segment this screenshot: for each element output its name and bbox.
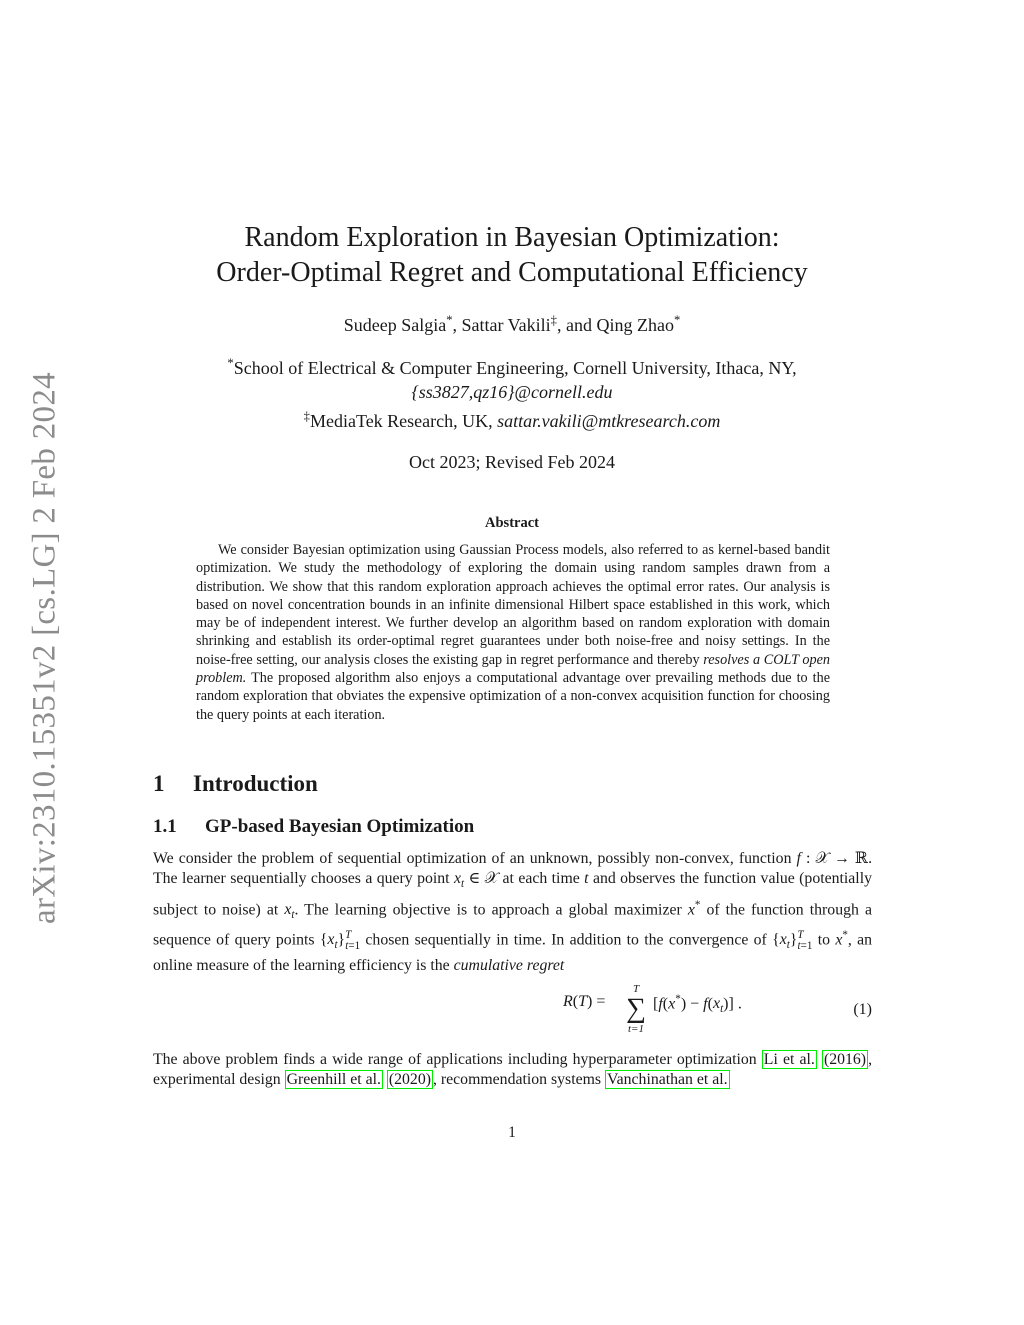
author-2: Sattar Vakili [461, 315, 551, 335]
regret-term: cumulative regret [453, 956, 565, 974]
arxiv-identifier: arXiv:2310.15351v2 [cs.LG] 2 Feb 2024 [26, 372, 63, 924]
applications-paragraph: The above problem finds a wide range of applications including hyperparameter optimization Li et al. (2016) , experimental design Greenhill et al. (2020) , recommendation systems Vanchinathan et al. [153, 1051, 873, 1089]
affiliation-mediatek: MediaTek Research, UK, [309, 411, 493, 431]
mediatek-email: sattar.vakili@mtkresearch.com [497, 411, 721, 431]
title-line-2: Order-Optimal Regret and Computational Efficiency [216, 257, 808, 288]
summation-symbol: T ∑ t=1 [626, 983, 646, 1035]
citation-li-year[interactable]: (2016) [823, 1051, 867, 1068]
abstract-emphasis: resolves a COLT open problem. [196, 651, 830, 687]
citation-vanchinathan[interactable]: Vanchinathan et al. [606, 1071, 728, 1089]
paper-title [150, 220, 874, 290]
abstract-heading: Abstract [485, 515, 539, 531]
page-number: 1 [508, 1124, 516, 1141]
citation-greenhill-year[interactable]: (2020) [388, 1071, 431, 1089]
author-list: Sudeep Salgia*, Sattar Vakili‡, and Qing Zhao* [343, 313, 681, 335]
equation-number: (1) [853, 1001, 872, 1018]
citation-greenhill[interactable]: Greenhill et al. [286, 1071, 381, 1089]
author-3: and Qing Zhao [565, 315, 674, 335]
citation-li[interactable]: Li et al. [763, 1051, 815, 1068]
subsection-heading: 1.1 GP-based Bayesian Optimization [153, 816, 475, 837]
paper-date: Oct 2023; Revised Feb 2024 [409, 452, 615, 472]
cornell-email: {ss3827,qz16}@cornell.edu [411, 382, 613, 402]
regret-equation: R(T) = T ∑ t=1 $[f(x^*) - f(x_t)]$ . (1) [563, 983, 872, 1035]
intro-paragraph: We consider the problem of sequential optimization of an unknown, possibly non-convex, function f : 𝒳 → ℝ. The learner sequentially chooses a query point $x_t$ ∈ 𝒳 at each time t and observes the function value (potentially subject to noise) at $x_t$. The learning objective is to approach a global maximizer x* of the function through a sequence of query points $\{x_t\}^T_{t=1}$ chosen sequentially in time. In addition to the convergence of $\{x_t\}^T_{t=1}$ to x*, an online measure of the learning efficiency is the cumulative regret [153, 850, 873, 974]
title-line-1: Random Exploration in Bayesian Optimization: [244, 222, 780, 253]
affiliations: *School of Electrical & Computer Engineering, Cornell University, Ithaca, NY, {ss3827,qz16}@cornell.edu ‡MediaTek Research, UK, sattar.vakili@mtkresearch.com [227, 356, 797, 431]
section-heading: 1 Introduction [153, 771, 318, 796]
author-1: Sudeep Salgia [343, 315, 447, 335]
affiliation-cornell: School of Electrical & Computer Engineering, Cornell University, Ithaca, NY, [233, 358, 797, 378]
abstract-body: We consider Bayesian optimization using Gaussian Process models, also referred to as kernel-based bandit optimization. We study the methodology of exploring the domain using random samples drawn from a distribution. We show that this random exploration approach achieves the optimal error rates. Our analysis is based on novel concentration bounds in an infinite dimensional Hilbert space established in this work, which may be of independent interest. We further develop an algorithm based on random exploration with domain shrinking and establish its order-optimal regret guarantees under both noise-free and noisy settings. In the noise-free setting, our analysis closes the existing gap in regret performance and thereby resolves a COLT open problem. The proposed algorithm also enjoys a computational advantage over prevailing methods due to the random exploration that obviates the expensive optimization of a non-convex acquisition function for choosing the query points at each iteration. [196, 542, 831, 723]
